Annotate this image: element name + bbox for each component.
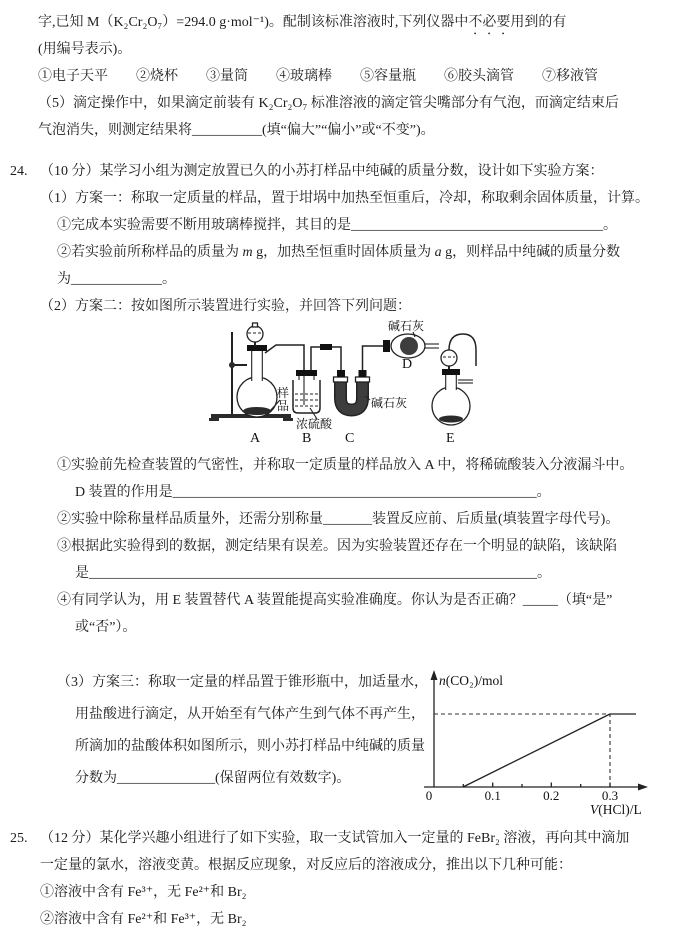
tube-a-to-b <box>265 345 304 370</box>
apparatus-letter-d: D <box>402 357 413 372</box>
question-25-line: 一定量的氯水，溶液变黄。根据反应现象，对反应后的溶液成分，推出以下几种可能： <box>40 858 572 873</box>
apparatus-diagram <box>183 320 503 452</box>
plan2-head: （2）方案二：按如图所示装置进行实验，并回答下列问题： <box>40 299 411 314</box>
text-run: g，加热至恒重时固体质量为 <box>252 245 435 260</box>
plan1-item1 <box>0 212 677 239</box>
text-run: ①完成本实验需要不断用玻璃棒搅拌，其目的是____________________________________ <box>57 218 603 233</box>
text-run: 是________________________________________________________________ <box>75 566 537 581</box>
y-axis-arrow <box>431 670 438 680</box>
question-25-stem <box>0 825 677 852</box>
plan2-item1a: ①实验前先检查装置的气密性，并称取一定质量的样品放入 A 中，将稀硫酸装入分液漏斗中。 <box>57 458 634 473</box>
text-line: (用编号表示)。 <box>38 42 132 57</box>
plan3-line: （3）方案三：称取一定量的样品置于锥形瓶中，加适量水， <box>57 675 428 690</box>
plan3-line: 用盐酸进行滴定，从开始至有气体产生到气体不再产生， <box>75 707 425 722</box>
question-5-line: 气泡消失，则测定结果将__________(填“偏大”“偏小”或“不变”)。 <box>38 123 435 138</box>
x-tick-02: 0.2 <box>543 788 560 803</box>
plan2-item4b: 或“否”）。 <box>75 620 137 635</box>
rising-segment <box>463 714 610 787</box>
drying-tube-d <box>383 332 439 358</box>
titration-graph <box>412 667 652 817</box>
plan3-section <box>0 667 677 819</box>
dropping-funnel <box>247 326 263 342</box>
question-25-item1: ①溶液中含有 Fe³⁺，无 Fe²⁺和 Br₂ <box>40 885 247 900</box>
plan1-head: （1）方案一：称取一定质量的样品，置于坩埚中加热至恒重后，冷却，称取剩余固体质量，计算。 <box>40 191 649 206</box>
x-axis-label: V(HCl)/L <box>590 802 642 817</box>
apparatus-letter-a: A <box>250 431 261 446</box>
text-run: 用到的有 <box>510 15 567 30</box>
rubber-connector <box>320 344 332 350</box>
x-tick-0: 0 <box>425 788 433 803</box>
utube-c <box>334 370 370 410</box>
x-tick-01: 0.1 <box>484 788 501 803</box>
question-25-item2: ②溶液中含有 Fe²⁺和 Fe³⁺，无 Br₂ <box>40 912 247 927</box>
plan2-item3b <box>0 560 677 587</box>
apparatus-letter-c: C <box>345 431 355 446</box>
soda-lime-label-c: 碱石灰 <box>371 396 408 410</box>
apparatus-letter-e: E <box>446 431 455 446</box>
plan1-item2 <box>0 239 677 266</box>
plan2-item4a: ④有同学认为，用 E 装置替代 A 装置能提高实验准确度。你认为是否正确？_____（填“是” <box>57 593 613 608</box>
sample-label-char: 样 <box>277 386 290 400</box>
soda-lime-label-d: 碱石灰 <box>388 319 425 333</box>
variable-a: a <box>434 245 442 260</box>
y-axis-label: n(CO₂)/mol <box>439 673 503 688</box>
question-number: 25. <box>10 831 28 846</box>
sample-label-char: 品 <box>277 399 290 413</box>
text-run: g，则样品中纯碱的质量分数 <box>441 245 621 260</box>
question-24-stem <box>0 158 677 185</box>
plan3-line: 分数为______________(保留两位有效数字)。 <box>75 771 351 786</box>
text-run: 。 <box>603 218 617 233</box>
question-5-line: （5）滴定操作中，如果滴定前装有 K₂Cr₂O₇ 标准溶液的滴定管尖嘴部分有气泡，而滴定结束后 <box>38 96 619 111</box>
tube-c-to-d <box>363 346 384 370</box>
text-run: ②若实验前所称样品的质量为 <box>57 245 243 260</box>
x-tick-03: 0.3 <box>601 788 619 803</box>
titration-chart <box>412 667 652 819</box>
apparatus-letter-b: B <box>302 431 312 446</box>
plan1-item2-cont: 为_____________。 <box>57 272 176 287</box>
emphasized-text: 不必要 <box>468 15 511 30</box>
spacer <box>0 144 677 158</box>
text-line-continuation <box>0 9 677 36</box>
question-stem-text: （10 分）某学习小组为测定放置已久的小苏打样品中纯碱的质量分数，设计如下实验方案： <box>40 164 604 179</box>
text-run: 字,已知 M（K₂Cr₂O₇）=294.0 g·mol⁻¹)。配制该标准溶液时,下列仪器中 <box>38 15 469 30</box>
plan2-item2: ②实验中除称量样品质量外，还需分别称量_______装置反应前、后质量(填装置字母代号)。 <box>57 512 620 527</box>
apparatus-figure <box>183 320 677 452</box>
text-run: 。 <box>536 485 551 500</box>
conc-sulfuric-acid-label: 浓硫酸 <box>296 417 333 431</box>
flask-a <box>237 323 277 417</box>
text-run: 。 <box>537 566 551 581</box>
x-axis-arrow <box>638 784 648 791</box>
plan2-item3a: ③根据此实验得到的数据，测定结果有误差。因为实验装置还存在一个明显的缺陷，该缺陷 <box>57 539 617 554</box>
question-stem-text: （12 分）某化学兴趣小组进行了如下实验，取一支试管加入一定量的 FeBr₂ 溶液，再向其中滴加 <box>40 831 630 846</box>
question-number: 24. <box>10 164 28 179</box>
variable-m: m <box>242 245 253 260</box>
plan2-item1b <box>0 479 677 506</box>
plan3-text <box>0 667 428 819</box>
plan3-line: 所滴加的盐酸体积如图所示，则小苏打样品中纯碱的质量 <box>75 739 425 754</box>
instrument-options: ①电子天平 ②烧杯 ③量筒 ④玻璃棒 ⑤容量瓶 ⑥胶头滴管 ⑦移液管 <box>38 69 598 84</box>
text-run: D 装置的作用是____________________________________________________ <box>75 485 537 500</box>
